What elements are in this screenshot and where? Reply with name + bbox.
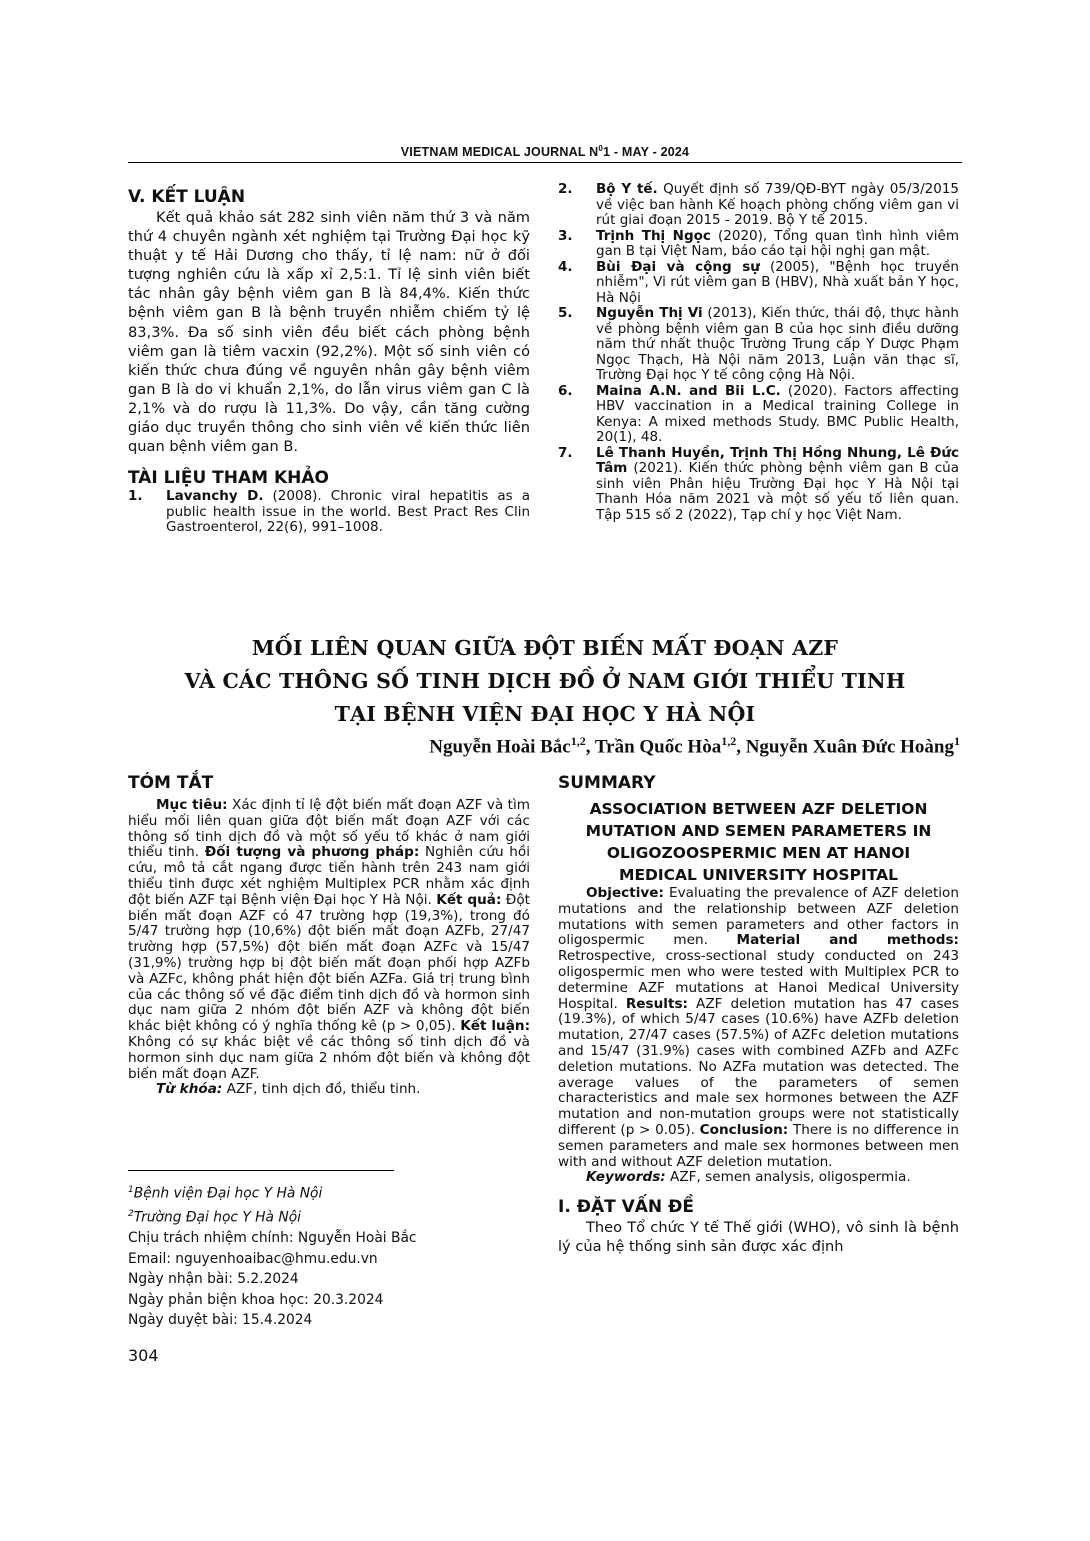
conclusion-text: There is no difference in semen parameters and male sex hormones between men with and without AZF deletion mutation. [558,1121,959,1170]
reference-author: Lavanchy D. [166,488,264,505]
keywords-en [558,1170,959,1186]
corresponding-author: Chịu trách nhiệm chính: Nguyễn Hoài Bắc [128,1230,417,1247]
reference-number: 7. [558,444,573,461]
summary-title-line: ASSOCIATION BETWEEN AZF DELETION [589,800,928,818]
methods-label: Material and methods: [736,932,959,949]
author-affiliation-sup: 1 [954,734,960,748]
affiliation-1: $^1$Bệnh viện Đại học Y Hà Nội [128,1185,323,1202]
objective-text: Xác định tỉ lệ đột biến mất đoạn AZF và tìm hiểu mối liên quan giữa đột biến mất đoạn AZF với các thông số tinh dịch đồ và một số yếu tố khác ở nam giới thiểu tinh. [128,797,530,861]
journal-issue: 1 - MAY - 2024 [603,145,690,160]
journal-number-sup: 0 [598,144,604,153]
reference-number: 3. [558,227,573,244]
abstract-vi-heading: TÓM TẮT [128,773,214,793]
footnote-rule [128,1170,394,1171]
journal-header [128,144,962,159]
author-name: Nguyễn Xuân Đức Hoàng [745,736,954,758]
reference-author: Maina A.N. and Bii L.C. [596,382,781,399]
reference-text: (2021). Kiến thức phòng bệnh viêm gan B của sinh viên Phân hiệu Trường Đại học Y Hà Nội tại Thanh Hóa năm 2021 và một số yếu tố liên quan. Tập 515 số 2 (2022), Tạp chí y học Việt Nam. [596,460,959,523]
references-heading: TÀI LIỆU THAM KHẢO [128,468,329,489]
review-date: Ngày phản biện khoa học: 20.3.2024 [128,1291,384,1308]
author-name: Trần Quốc Hòa [594,736,722,758]
abstract-vi-body [128,798,530,1082]
left-column-top [128,186,530,536]
keywords-label: Keywords: [586,1169,666,1186]
results-text: Đột biến mất đoạn AZF có 47 trường hợp (19,3%), trong đó 5/47 trường hợp (10,6%) đột biến mất đoạn AZFb, 27/47 trường hợp (57,5%) đột biến mất đoạn AZFc và 15/47 (31,9%) trường hợp bị đột biến mất đoạn phối hợp AZFb và AZFc, không phát hiện đột biến AZFa. Giá trị trung bình của các thông số về đặc điểm tinh dịch đồ và hormon sinh dục nam giữa 2 nhóm đột biến AZF và không đột biến khác biệt không có ý nghĩa thống kê (p > 0,05). [128,891,530,1035]
author-list [128,734,960,758]
reference-author: Bùi Đại và cộng sự [596,258,760,275]
keywords-vi [128,1082,530,1098]
received-date: Ngày nhận bài: 5.2.2024 [128,1271,299,1288]
author-affiliation-sup: 1,2 [570,734,586,748]
reference-text: (2013), Kiến thức, thái độ, thực hành về phòng bệnh viêm gan B của học sinh điều dưỡng năm thứ nhất thuộc Trường Trung cấp Y Dược Phạm Ngọc Thạch, Hà Nội năm 2013, Luận văn thạc sĩ, Trường Đại học Y tế công cộng Hà Nội. [596,305,959,383]
reference-item [558,260,959,307]
reference-text: (2020), Tổng quan tình hình viêm gan B tại Việt Nam, báo cáo tại hội nghị gan mật. [596,227,959,259]
introduction-heading: I. ĐẶT VẤN ĐỀ [558,1197,694,1218]
summary-title-line: MUTATION AND SEMEN PARAMETERS IN [585,822,932,840]
references-list-left [128,489,530,536]
reference-number: 4. [558,258,573,275]
results-text: AZF deletion mutation has 47 cases (19.3%), of which 5/47 cases (10.6%) have AZFb deletion mutation, 27/47 cases (57.5%) of AZFc deletion mutations and 15/47 (31.9%) cases with combined AZFb and AZFc deletion mutations. No AZFa mutation was detected. The average values of the parameters of semen characteristics and male sex hormones between the AZF mutation and non-mutation groups were not statistically different (p > 0.05). [558,995,959,1138]
reference-item [128,489,530,536]
introduction-text: Theo Tổ chức Y tế Thế giới (WHO), vô sinh là bệnh lý của hệ thống sinh sản được xác định [558,1219,959,1256]
conclusion-label: Conclusion: [699,1121,789,1138]
author-separator: , [585,736,595,758]
results-label: Kết quả: [436,891,502,908]
abstract-vi [128,772,530,1098]
reference-item [558,446,959,524]
reference-author: Trịnh Thị Ngọc [596,227,711,244]
conclusion-text: Không có sự khác biệt về các thông số tinh dịch đồ và hormon sinh dục nam giữa 2 nhóm đột biến và không đột biến mất đoạn AZF. [128,1033,530,1082]
reference-item [558,384,959,446]
summary-title-line: OLIGOZOOSPERMIC MEN AT HANOI [606,844,911,862]
reference-number: 1. [128,488,143,505]
methods-label: Đối tượng và phương pháp: [204,844,420,861]
author-separator: , [736,736,746,758]
methods-text: Nghiên cứu hồi cứu, mô tả cắt ngang được tiến hành trên 243 nam giới thiểu tinh được xét nghiệm Multiplex PCR nhằm xác định đột biến AZF tại Bệnh viện Đại học Y Hà Nội. [128,844,531,908]
author-affiliation-sup: 1,2 [721,734,737,748]
conclusion-heading: V. KẾT LUẬN [128,187,246,207]
article-title-line: VÀ CÁC THÔNG SỐ TINH DỊCH ĐỒ Ở NAM GIỚI THIỂU TINH [184,669,906,693]
right-column-top [558,182,959,523]
reference-number: 2. [558,181,573,197]
reference-text: (2020). Factors affecting HBV vaccination in a Medical training College in Kenya: A mixed methods Study. BMC Public Health, 20(1), 48. [596,382,959,445]
summary-heading: SUMMARY [558,773,656,793]
affiliation-2: $^2$Trường Đại học Y Hà Nội [128,1209,301,1226]
summary-title-line: MEDICAL UNIVERSITY HOSPITAL [619,866,898,884]
reference-item [558,182,959,229]
conclusion-label: Kết luận: [460,1018,531,1035]
reference-text: Quyết định số 739/QĐ-BYT ngày 05/3/2015 về việc ban hành Kế hoạch phòng chống viêm gan vi rút giai đoạn 2015 - 2019. Bộ Y tế 2015. [596,181,959,228]
reference-number: 5. [558,305,573,321]
objective-text: Evaluating the prevalence of AZF deletion mutations and the relationship between AZF deletion mutations with semen parameters and other factors in oligospermic men. [558,885,959,949]
reference-author: Lê Thanh Huyền, Trịnh Thị Hồng Nhung, Lê Đức Tâm [596,444,959,476]
summary-body [558,886,959,1170]
summary-title [558,798,959,886]
results-label: Results: [625,995,688,1012]
reference-number: 6. [558,382,573,399]
footnotes [128,1180,528,1331]
keywords-label: Từ khóa: [156,1081,223,1098]
page-number: 304 [128,1346,159,1365]
email: Email: nguyenhoaibac@hmu.edu.vn [128,1250,378,1267]
reference-item [558,306,959,384]
accepted-date: Ngày duyệt bài: 15.4.2024 [128,1312,313,1329]
objective-label: Objective: [586,885,664,901]
keywords-text: AZF, semen analysis, oligospermia. [665,1169,911,1186]
objective-label: Mục tiêu: [156,797,228,813]
article-title-line: TẠI BỆNH VIỆN ĐẠI HỌC Y HÀ NỘI [334,702,756,726]
journal-name: VIETNAM MEDICAL JOURNAL N [400,145,599,160]
keywords-text: AZF, tinh dịch đồ, thiểu tinh. [222,1081,421,1098]
reference-item [558,229,959,260]
conclusion-text: Kết quả khảo sát 282 sinh viên năm thứ 3 và năm thứ 4 chuyên ngành xét nghiệm tại Trường Đại học kỹ thuật y tế Hải Dương cho thấy, tỉ lệ nam: nữ ở đối tượng nghiên cứu là xấp xỉ 2,5:1. Tỉ lệ sinh viên biết tác nhân gây bệnh viêm gan B là 84,4%. Kiến thức bệnh viêm gan B là bệnh truyền nhiễm chiếm tỷ lệ 83,3%. Đa số sinh viên đều biết cách phòng bệnh viêm gan là tiêm vacxin (92,2%). Một số sinh viên có kiến thức chưa đúng về nguyên nhân gây bệnh viêm gan B là do vi khuẩn 2,1%, do lẫn virus viêm gan C là 2,1% và do rượu là 11,3%. Do vậy, cần tăng cường giáo dục truyền thông cho sinh viên về kiến thức liên quan bệnh viêm gan B. [128,209,530,456]
article-title-line: MỐI LIÊN QUAN GIỮA ĐỘT BIẾN MẤT ĐOẠN AZF [251,636,839,660]
reference-text: (2008). Chronic viral hepatitis as a public health issue in the world. Best Pract Res Clin Gastroenterol, 22(6), 991–1008. [166,488,531,536]
summary-en [558,772,959,1256]
reference-author: Nguyễn Thị Vi [596,305,703,321]
article-title [128,632,962,731]
reference-author: Bộ Y tế. [596,181,658,197]
reference-text: (2005), "Bệnh học truyền nhiễm", Vi rút viêm gan B (HBV), Nhà xuất bản Y học, Hà Nội [596,258,959,306]
author-name: Nguyễn Hoài Bắc [429,736,571,758]
methods-text: Retrospective, cross-sectional study conducted on 243 oligospermic men who were tested with Multiplex PCR to determine AZF mutations at Hanoi Medical University Hospital. [558,948,959,1012]
references-list-right [558,182,959,523]
header-rule [128,162,962,163]
